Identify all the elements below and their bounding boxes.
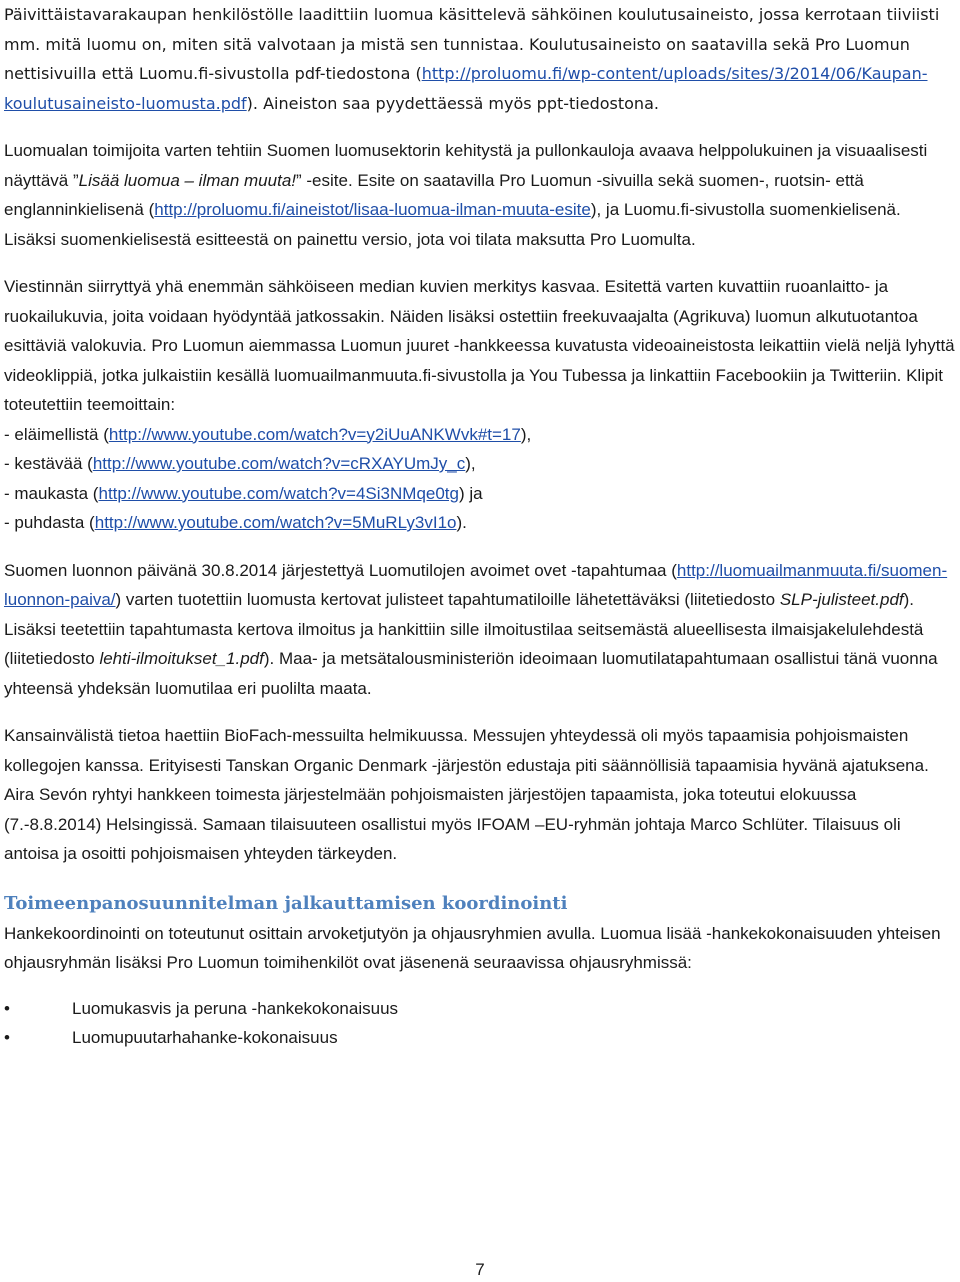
page-number: 7 (475, 1260, 485, 1279)
steering-group-list (4, 994, 956, 1053)
clip-suffix: ). (456, 513, 467, 532)
text: ), ja Luomu.fi-sivustolla suomenkielisenä. Lisäksi suomenkielisestä esitteestä on painettu versio, jota voi tilata maksutta Pro Luomulta. (4, 200, 901, 249)
clip-label: - maukasta ( (4, 483, 99, 503)
text: ” -esite. Esite on saatavilla Pro Luomun -sivuilla sekä suomen-, ruotsin- että englanninkielisenä ( (4, 170, 864, 219)
clip-line (4, 484, 483, 503)
text: Kansainvälistä tietoa haettiin BioFach-messuilta helmikuussa. Messujen yhteydessä oli myös tapaamisia pohjoismaisten kollegojen kanssa. Erityisesti Tanskan Organic Denmark -järjestön edustaja piti säännöllisiä tapaamisia hyvänä ajatuksena. Aira Sevón ryhtyi hankkeen toimesta järjestelmään pohjoismaisten järjestöjen tapaamista, joka toteutui elokuussa (7.-8.8.2014) Helsingissä. Samaan tilaisuuteen osallistui myös IFOAM –EU-ryhmän johtaja Marco Schlüter. Tilaisuus oli antoisa ja osoitti pohjoismaisen yhteyden tärkeyden. (4, 726, 929, 863)
link-video-clip[interactable]: http://www.youtube.com/watch?v=5MuRLy3vI1o (94, 513, 457, 532)
text: ). Aineiston saa pyydettäessä myös ppt-tiedostona. (246, 93, 659, 113)
paragraph-international (4, 721, 956, 869)
paragraph-nature-day (4, 556, 956, 704)
clip-label: - puhdasta ( (4, 513, 95, 532)
text: ). Maa- ja metsätalousministeriön ideoimaan luomutilatapahtumaan osallistui tänä vuonna yhteensä yhdeksän luomutilaa eri puolilta maata. (4, 649, 938, 698)
link-brochure[interactable]: http://proluomu.fi/aineistot/lisaa-luomua-ilman-muuta-esite (154, 200, 591, 219)
link-nature-day[interactable]: http://luomuailmanmuuta.fi/suomen-luonnon-paiva/ (4, 560, 948, 609)
text: ). Lisäksi teetettiin tapahtumasta kertova ilmoitus ja hankittiin sille ilmoitustilaa seitsemästä alueellisesta ilmaisjakelulehdestä (liitetiedosto (4, 590, 924, 668)
attachment-name: lehti-ilmoitukset_1.pdf (99, 649, 264, 668)
text: Päivittäistavarakaupan henkilöstölle laadittiin luomua käsittelevä sähköinen koulutusaineisto, jossa kerrotaan tiiviisti mm. mitä luomu on, miten sitä valvotaan ja mistä sen tunnistaa. Koulutusaineisto on saatavilla sekä Pro Luomun nettisivuilla että Luomu.fi-sivustolla pdf-tiedostona ( (4, 5, 940, 83)
text: Viestinnän siirryttyä yhä enemmän sähköiseen median kuvien merkitys kasvaa. Esitettä varten kuvattiin ruoanlaitto- ja ruokailukuvia, joita voidaan hyödyntää jatkossakin. Näiden lisäksi ostettiin freekuvaajalta (Agrikuva) luomun alkutuotantoa esittäviä valokuvia. Pro Luomun aiemmassa Luomun juuret -hankkeessa kuvatusta videoaineistosta leikattiin vielä neljä lyhyttä videoklippiä, jotka julkaistiin kesällä luomuailmanmuuta.fi-sivustolla ja You Tubessa ja linkattiin Facebookiin ja Twitteriin. Klipit toteutettiin teemoittain: (4, 277, 955, 414)
bullet-icon: • (4, 998, 10, 1018)
text: Luomualan toimijoita varten tehtiin Suomen luomusektorin kehitystä ja pullonkauloja avaava helppolukuinen ja visuaalisesti näyttävä ” (4, 141, 928, 190)
link-video-clip[interactable]: http://www.youtube.com/watch?v=4Si3NMqe0tg (98, 483, 459, 503)
list-item-label: Luomupuutarhahanke-kokonaisuus (72, 1028, 338, 1047)
section-intro: Hankekoordinointi on toteutunut osittain arvoketjutyön ja ohjausryhmien avulla. Luomua lisää -hankekokonaisuuden yhteisen ohjausryhmän lisäksi Pro Luomun toimihenkilöt ovat jäsenenä seuraavissa ohjausryhmissä: (4, 923, 941, 972)
link-video-clip[interactable]: http://www.youtube.com/watch?v=cRXAYUmJy_c (92, 454, 466, 473)
document-page (4, 0, 956, 1053)
brochure-title: Lisää luomua – ilman muuta! (78, 170, 296, 190)
bullet-icon: • (4, 1028, 10, 1047)
section-heading: Toimeenpanosuunnitelman jalkauttamisen koordinointi (4, 892, 568, 914)
clip-label: - eläimellistä ( (4, 424, 109, 444)
link-video-clip[interactable]: http://www.youtube.com/watch?v=y2iUuANKWvk#t=17 (108, 424, 521, 444)
list-item (4, 994, 956, 1024)
clip-label: - kestävää ( (4, 454, 93, 473)
clip-line (4, 454, 476, 473)
list-item (4, 1023, 956, 1053)
clip-suffix: ), (465, 454, 476, 473)
clip-suffix: ) ja (458, 483, 483, 503)
paragraph-training-material (4, 0, 956, 118)
link-training-material-pdf[interactable]: http://proluomu.fi/wp-content/uploads/sites/3/2014/06/Kaupan-koulutusaineisto-luomusta.pdf (4, 64, 928, 113)
clip-suffix: ), (520, 424, 532, 444)
clip-line (4, 425, 531, 444)
text: Suomen luonnon päivänä 30.8.2014 järjestettyä Luomutilojen avoimet ovet -tapahtumaa ( (4, 560, 677, 580)
attachment-name: SLP-julisteet.pdf (779, 590, 904, 609)
text: ) varten tuotettiin luomusta kertovat julisteet tapahtumatiloille lähetettäväksi (liitetiedosto (115, 590, 780, 609)
list-item-label: Luomukasvis ja peruna -hankekokonaisuus (72, 998, 399, 1018)
paragraph-media (4, 272, 956, 538)
clip-line (4, 513, 467, 532)
paragraph-brochure (4, 136, 956, 254)
